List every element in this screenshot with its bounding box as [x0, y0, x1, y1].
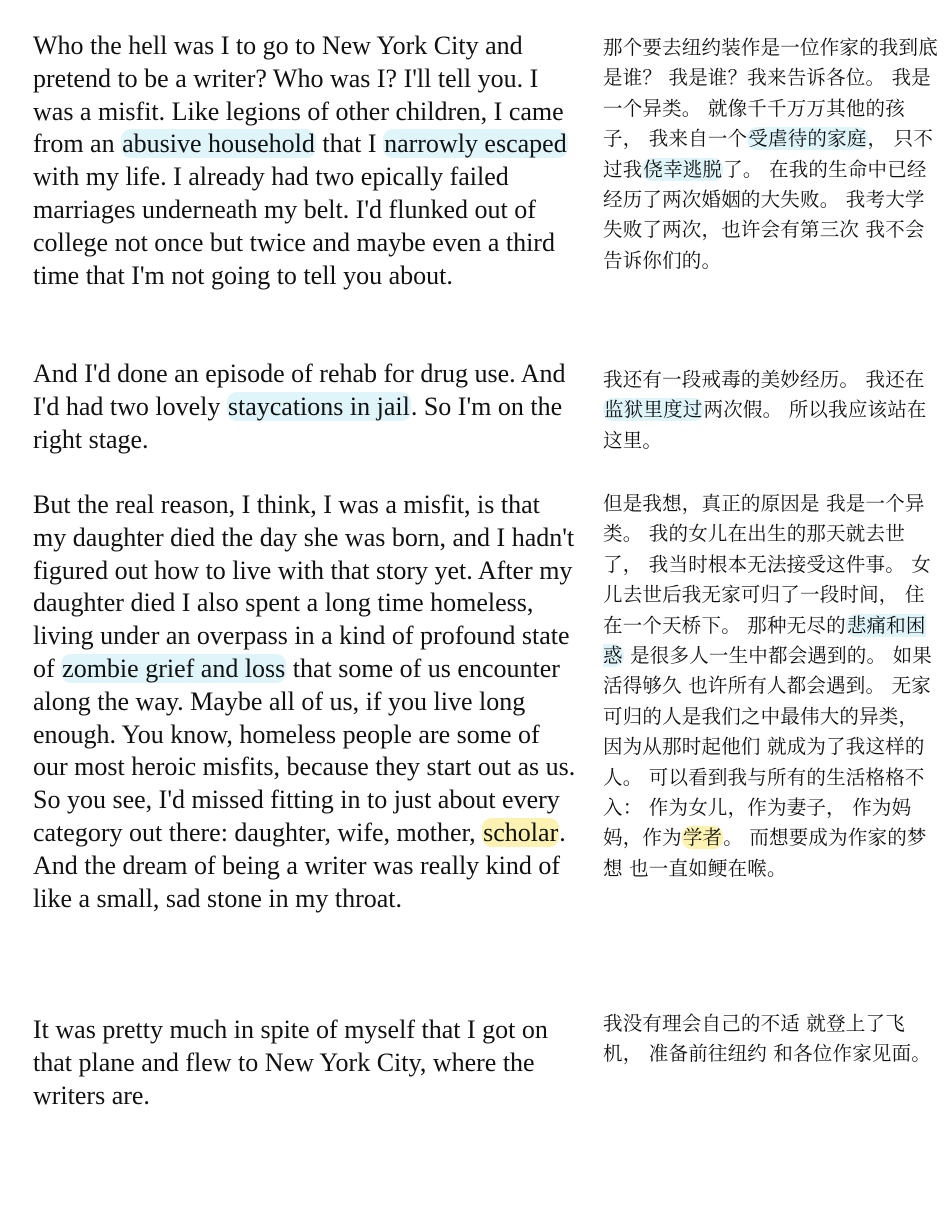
text-segment: 了。 在我的生命中已经 经历了两次婚姻的大失败。 我考大学失败了两次，也许会有第三次 我不会告诉你们的。: [603, 157, 927, 272]
text-segment: 但是我想，真正的原因是 我是一个异类。 我的女儿在出生的那天就去世了， 我当时根本无法接受这件事。 女儿去世后我无家可归了一段时间， 住在一个天桥下。 那种无尽的: [603, 492, 931, 637]
highlighted-phrase: 监狱里度过: [604, 398, 703, 422]
highlighted-phrase: zombie grief and loss: [62, 653, 286, 683]
chinese-text: [603, 1009, 943, 1070]
english-text: [33, 30, 578, 292]
text-segment: 是很多人一生中都会遇到的。 如果活得够久 也许所有人都会遇到。 无家可归的人是我们之中最伟大的异类， 因为从那时起他们 就成为了我这样的人。 可以看到我与所有的生活格格不入： 作为女儿，作为妻子， 作为妈妈，作为: [603, 644, 933, 850]
highlighted-phrase: 悲痛和困惑: [603, 613, 926, 668]
chinese-text: [603, 365, 943, 456]
text-segment: And I'd done an episode of rehab for drug use. And I'd had two lovely: [33, 359, 566, 421]
text-segment: that I: [315, 129, 384, 159]
chinese-text: [603, 33, 943, 276]
text-segment: with my life. I already had two epically failed marriages underneath my belt. I'd flunked out of college not once but twice and maybe even a third time that I'm not going to tell you about.: [33, 162, 555, 290]
text-segment: ， 只不过我: [603, 127, 934, 181]
text-segment: 我还有一段戒毒的美妙经历。 我还在: [603, 368, 925, 391]
text-segment: Who the hell was I to go to New York City and pretend to be a writer? Who was I? I'll tell you. I was a misfit. Like legions of other children, I came from an: [33, 31, 564, 159]
text-segment: It was pretty much in spite of myself that I got on that plane and flew to New York City, where the writers are.: [33, 1015, 548, 1110]
text-segment: . And the dream of being a writer was really kind of like a small, sad stone in my throat.: [33, 817, 566, 913]
highlighted-phrase: 受虐待的家庭: [748, 127, 867, 151]
text-segment: that some of us encounter along the way. Maybe all of us, if you live long enough. You know, homeless people are some of our most heroic misfits, because they start out as us. So you see, I'd missed fitting in to just about every category out there: daughter, wife, mother,: [33, 653, 576, 847]
text-segment: . So I'm on the right stage.: [33, 391, 563, 454]
highlighted-phrase: 侥幸逃脱: [643, 157, 723, 181]
highlighted-phrase: narrowly escaped: [384, 129, 567, 159]
highlighted-phrase: abusive household: [122, 129, 315, 159]
english-text: [33, 358, 578, 456]
text-segment: But the real reason, I think, I was a misfit, is that my daughter died the day she was born, and I hadn't figured out how to live with that story yet. After my daughter died I also spent a long time homeless, living under an overpass in a kind of profound state of: [33, 490, 575, 683]
text-segment: 。 而想要成为作家的梦想 也一直如鲠在喉。: [603, 826, 927, 880]
highlighted-phrase: scholar: [483, 817, 559, 847]
english-text: [33, 489, 578, 915]
highlighted-phrase: staycations in jail: [227, 391, 410, 421]
english-text: [33, 1014, 578, 1112]
highlighted-phrase: 学者: [682, 826, 723, 850]
chinese-text: [603, 489, 943, 884]
text-segment: 我没有理会自己的不适 就登上了飞机， 准备前往纽约 和各位作家见面。: [603, 1012, 931, 1066]
text-segment: 两次假。 所以我应该站在这里。: [603, 398, 927, 452]
text-segment: 那个要去纽约装作是一位作家的我到底是谁？ 我是谁？我来告诉各位。 我是一个异类。 就像千千万万其他的孩子， 我来自一个: [603, 36, 938, 151]
